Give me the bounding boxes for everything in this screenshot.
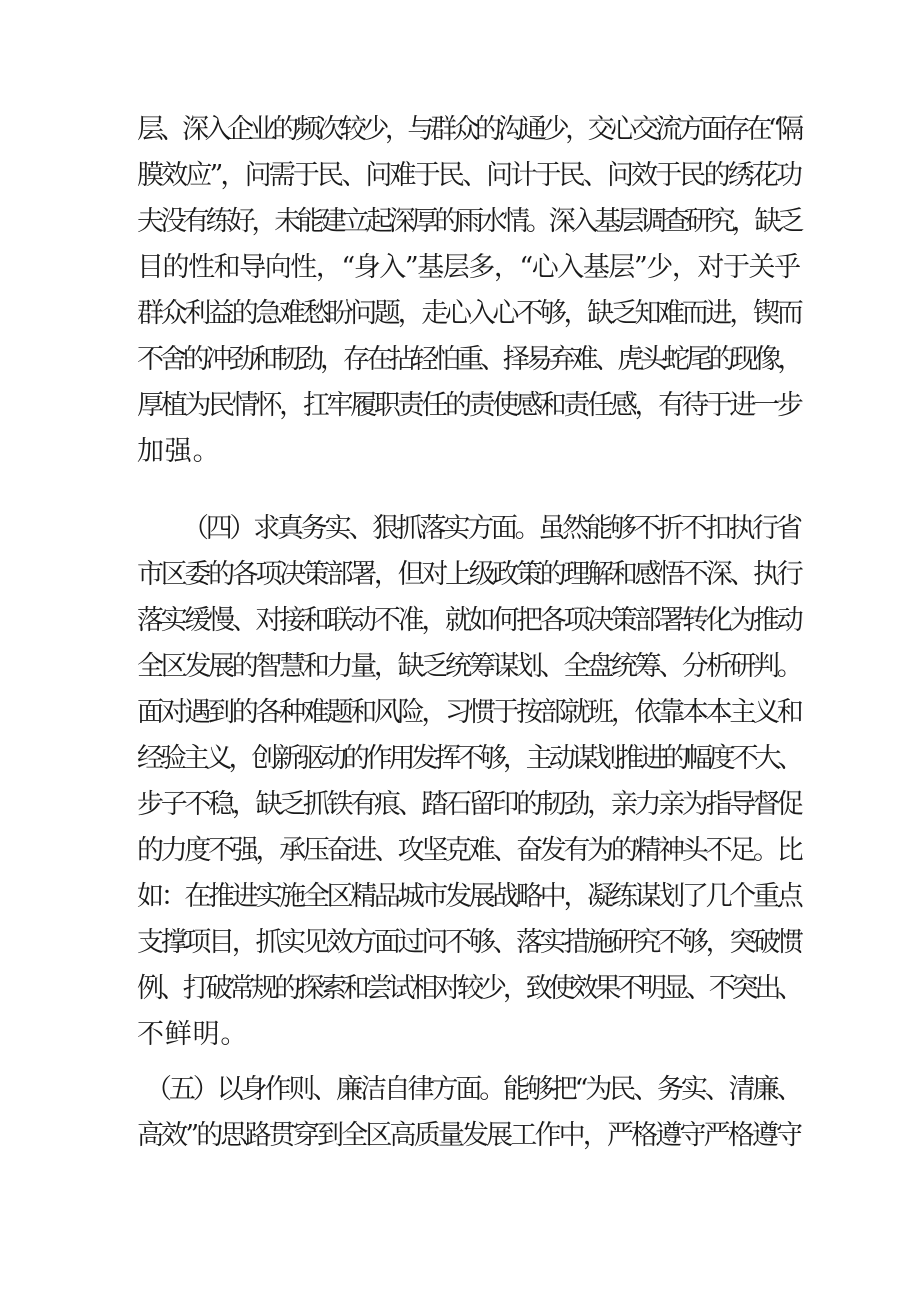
text-line: 面对遇到的各种难题和风险，习惯于按部就班，依靠本本主义和: [137, 697, 801, 728]
text-line: 步子不稳，缺乏抓铁有痕、踏石留印的韧劲，亲力亲为指导督促: [137, 789, 801, 820]
section-heading-4: （四）求真务实、狠抓落实方面。虽然能够不折不扣执行省: [182, 513, 800, 544]
text-line: 不鲜明。: [137, 1019, 249, 1050]
text-line: 夫没有练好，未能建立起深厚的雨水情。深入基层调查研究，缺乏: [137, 206, 801, 237]
text-line: 厚植为民情怀，扛牢履职责任的责使感和责任感，有待于进一步: [137, 390, 801, 421]
text-line: 层、深入企业的频次较少，与群众的沟通少，交心交流方面存在“隔: [137, 114, 800, 145]
text-line: 的力度不强，承压奋进、攻坚克难、奋发有为的精神头不足。比: [137, 835, 801, 866]
text-line: 支撑项目，抓实见效方面过问不够、落实措施研究不够，突破惯: [137, 927, 801, 958]
section-heading-5: （五）以身作则、廉洁自律方面。能够把“为民、务实、清廉、: [145, 1074, 801, 1105]
text-line: 市区委的各项决策部署，但对上级政策的理解和感悟不深、执行: [137, 559, 801, 590]
text-line: 全区发展的智慧和力量，缺乏统筹谋划、全盘统筹、分析研判。: [137, 651, 801, 682]
text-line: 落实缓慢、对接和联动不准，就如何把各项决策部署转化为推动: [137, 605, 801, 636]
text-line: 群众利益的急难愁盼问题，走心入心不够，缺乏知难而进，锲而: [137, 298, 801, 329]
text-line: 高效”的思路贯穿到全区高质量发展工作中，严格遵守严格遵守: [137, 1120, 801, 1151]
text-line: 目的性和导向性，“身入”基层多，“心入基层”少，对于关乎: [137, 252, 800, 283]
text-line: 如：在推进实施全区精品城市发展战略中，凝练谋划了几个重点: [137, 881, 801, 912]
text-line: 加强。: [137, 436, 221, 467]
text-line: 膜效应”，问需于民、问难于民、问计于民、问效于民的绣花功: [137, 160, 801, 191]
text-line: 例、打破常规的探索和尝试相对较少，致使效果不明显、不突出、: [137, 973, 801, 1004]
text-line: 经验主义，创新驱动的作用发挥不够，主动谋划推进的幅度不大、: [137, 743, 801, 774]
text-line: 不舍的冲劲和韧劲，存在拈轻怕重、择易弃难、虎头蛇尾的现像，: [137, 344, 801, 375]
